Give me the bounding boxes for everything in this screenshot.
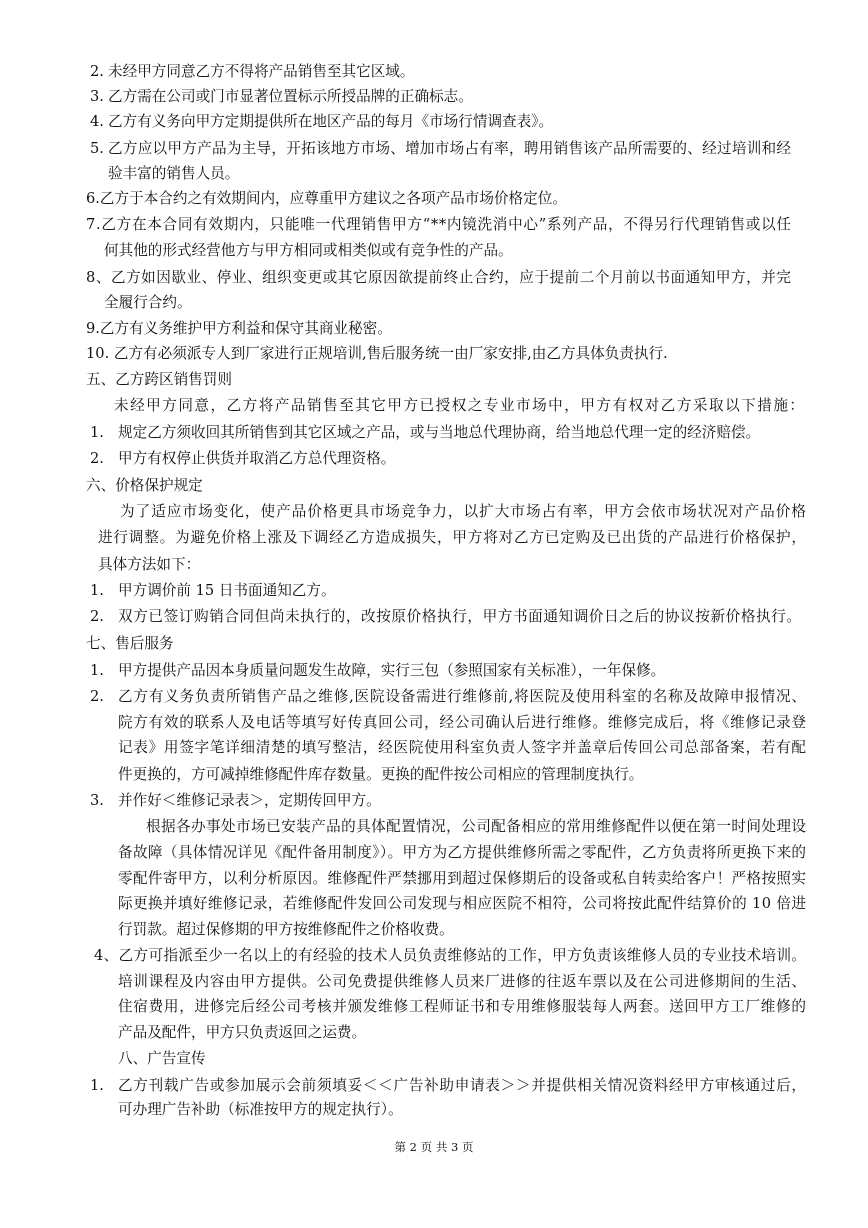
text-line: 八、广告宣传	[118, 1050, 206, 1067]
text-line: 7.乙方在本合同有效期内，只能唯一代理销售甲方“**内镜洗消中心”系列产品，不得另行代理销售或以任	[86, 216, 792, 233]
text-line: 进行调整。为避免价格上涨及下调经乙方造成损失，甲方将对乙方已定购及已出货的产品进行价格保护，	[98, 529, 807, 546]
text-line: 际更换并填好维修记录，若维修配件发回公司发现与相应医院不相符，公司将按此配件结算价的 10 倍进	[118, 895, 807, 912]
text-line: 6.乙方于本合约之有效期间内，应尊重甲方建议之各项产品市场价格定位。	[86, 190, 567, 207]
list-item-number: 1.	[90, 582, 104, 599]
text-line: 备故障（具体情况详见《配件备用制度》）。甲方为乙方提供维修所需之零配件，乙方负责将所更换下来的	[118, 844, 807, 861]
list-item-number: 3.	[90, 792, 104, 809]
text-line: 4、乙方可指派至少一名以上的有经验的技术人员负责维修站的工作，甲方负责该维修人员的专业技术培训。	[94, 947, 807, 964]
text-line: 乙方有义务负责所销售产品之维修,医院设备需进行维修前,将医院及使用科室的名称及故障申报情况、	[118, 688, 807, 705]
list-item-number: 3.	[90, 88, 104, 105]
text-line: 院方有效的联系人及电话等填写好传真回公司，经公司确认后进行维修。维修完成后，将《维修记录登	[118, 714, 807, 731]
text-line: 住宿费用，进修完后经公司考核并颁发维修工程师证书和专用维修服装每人两套。送回甲方工厂维修的	[118, 998, 807, 1015]
list-item-number: 2.	[90, 63, 104, 80]
page-footer: 第 2 页 共 3 页	[394, 1140, 474, 1154]
text-line: 验丰富的销售人员。	[108, 165, 240, 182]
text-line: 产品及配件，甲方只负责返回之运费。	[118, 1024, 367, 1041]
text-line: 8、乙方如因歇业、停业、组织变更或其它原因欲提前终止合约，应于提前二个月前以书面通知甲方，并完	[86, 269, 792, 286]
text-line: 七、售后服务	[86, 635, 174, 652]
text-line: 未经甲方同意乙方不得将产品销售至其它区域。	[108, 63, 415, 80]
list-item-number: 2.	[90, 688, 104, 705]
text-line: 零配件寄甲方，以利分析原因。维修配件严禁挪用到超过保修期后的设备或私自转卖给客户！严格按照实	[118, 870, 807, 887]
text-line: 全履行合约。	[104, 294, 192, 311]
list-item-number: 1.	[90, 424, 104, 441]
text-line: 为了适应市场变化，使产品价格更具市场竞争力，以扩大市场占有率，甲方会依市场状况对产品价格	[120, 503, 808, 520]
text-line: 9.乙方有义务维护甲方利益和保守其商业秘密。	[86, 320, 392, 337]
list-item-number: 2.	[90, 450, 104, 467]
text-line: 双方已签订购销合同但尚未执行的，改按原价格执行，甲方书面通知调价日之后的协议按新价格执行。	[118, 608, 802, 625]
list-item-number: 1.	[90, 1077, 104, 1094]
text-line: 甲方调价前 15 日书面通知乙方。	[118, 582, 336, 599]
text-line: 并作好＜维修记录表＞，定期传回甲方。	[118, 792, 381, 809]
list-item-number: 5.	[90, 140, 104, 157]
text-line: 根据各办事处市场已安装产品的具体配置情况，公司配备相应的常用维修配件以便在第一时间处理设	[146, 818, 807, 835]
text-line: 未经甲方同意，乙方将产品销售至其它甲方已授权之专业市场中，甲方有权对乙方采取以下措施：	[114, 397, 806, 414]
text-line: 乙方应以甲方产品为主导，开拓该地方市场、增加市场占有率，聘用销售该产品所需要的、经过培训和经	[108, 140, 792, 157]
text-line: 培训课程及内容由甲方提供。公司免费提供维修人员来厂进修的往返车票以及在公司进修期间的生活、	[118, 973, 807, 990]
text-line: 行罚款。超过保修期的甲方按维修配件之价格收费。	[118, 921, 454, 938]
text-line: 乙方刊载广告或参加展示会前须填妥＜＜广告补助申请表＞＞并提供相关情况资料经甲方审核通过后，	[118, 1077, 807, 1094]
text-line: 六、价格保护规定	[86, 477, 203, 494]
text-line: 乙方需在公司或门市显著位置标示所授品牌的正确标志。	[108, 88, 473, 105]
text-line: 甲方有权停止供货并取消乙方总代理资格。	[118, 450, 396, 467]
text-line: 五、乙方跨区销售罚则	[86, 371, 232, 388]
list-item-number: 4.	[90, 113, 104, 130]
text-line: 10. 乙方有必须派专人到厂家进行正规培训,售后服务统一由厂家安排,由乙方具体负责执行.	[86, 345, 668, 362]
text-line: 何其他的形式经营他方与甲方相同或相类似或有竞争性的产品。	[104, 242, 513, 259]
text-line: 乙方有义务向甲方定期提供所在地区产品的每月《市场行情调查表》。	[108, 113, 554, 130]
text-line: 甲方提供产品因本身质量问题发生故障，实行三包（参照国家有关标准），一年保修。	[118, 662, 666, 679]
text-line: 规定乙方须收回其所销售到其它区域之产品，或与当地总代理协商，给当地总代理一定的经济赔偿。	[118, 424, 761, 441]
text-line: 件更换的，方可减掉维修配件库存数量。更换的配件按公司相应的管理制度执行。	[118, 766, 644, 783]
list-item-number: 2.	[90, 608, 104, 625]
text-line: 具体方法如下：	[98, 556, 201, 573]
list-item-number: 1.	[90, 662, 104, 679]
text-line: 可办理广告补助（标准按甲方的规定执行）。	[118, 1101, 403, 1118]
text-line: 记表》用签字笔详细清楚的填写整洁，经医院使用科室负责人签字并盖章后传回公司总部备案，若有配	[118, 739, 807, 756]
